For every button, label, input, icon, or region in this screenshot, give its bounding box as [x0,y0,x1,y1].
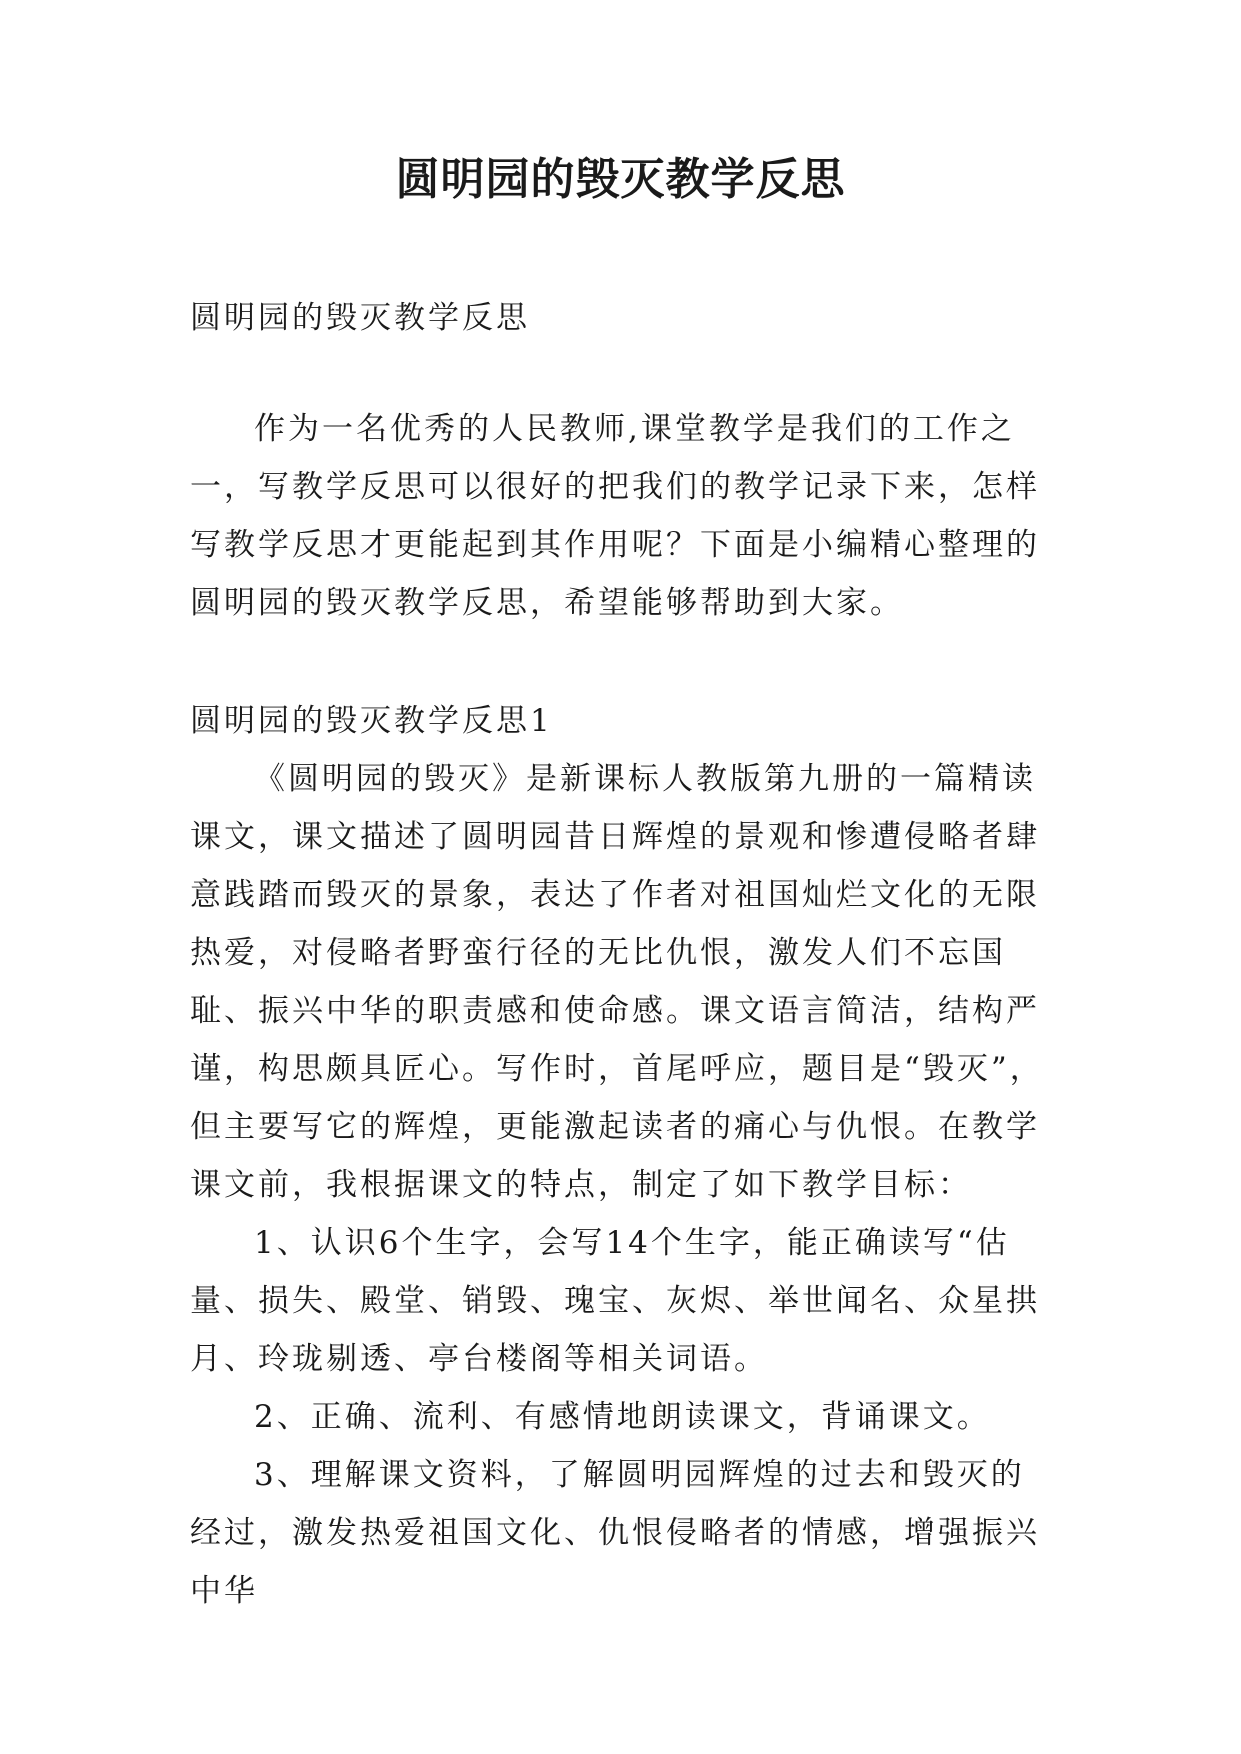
document-subtitle: 圆明园的毁灭教学反思 [190,300,530,336]
document-title: 圆明园的毁灭教学反思 [395,154,846,205]
section-heading-1: 圆明园的毁灭教学反思1 [190,703,553,739]
section-body-paragraph: 《圆明园的毁灭》是新课标人教版第九册的一篇精读课文，课文描述了圆明园昔日辉煌的景观和惨遭侵略者肆意践踏而毁灭的景象，表达了作者对祖国灿烂文化的无限热爱，对侵略者野蛮行径的无比仇恨，激发人们不忘国耻、振兴中华的职责感和使命感。课文语言简洁，结构严谨，构思颇具匠心。写作时，首尾呼应，题目是“毁灭”，但主要写它的辉煌，更能激起读者的痛心与仇恨。在教学课文前，我根据课文的特点，制定了如下教学目标： [190,761,1044,1203]
intro-paragraph: 作为一名优秀的人民教师,课堂教学是我们的工作之一，写教学反思可以很好的把我们的教学记录下来，怎样写教学反思才更能起到其作用呢？下面是小编精心整理的圆明园的毁灭教学反思，希望能够帮助到大家。 [190,411,1040,621]
objective-item-3: 3、理解课文资料，了解圆明园辉煌的过去和毁灭的经过，激发热爱祖国文化、仇恨侵略者的情感，增强振兴中华 [190,1457,1040,1609]
objective-item-2: 2、正确、流利、有感情地朗读课文，背诵课文。 [254,1399,991,1435]
objective-item-1: 1、认识6个生字，会写14个生字，能正确读写“估量、损失、殿堂、销毁、瑰宝、灰烬、举世闻名、众星拱月、玲珑剔透、亭台楼阁等相关词语。 [190,1225,1040,1377]
